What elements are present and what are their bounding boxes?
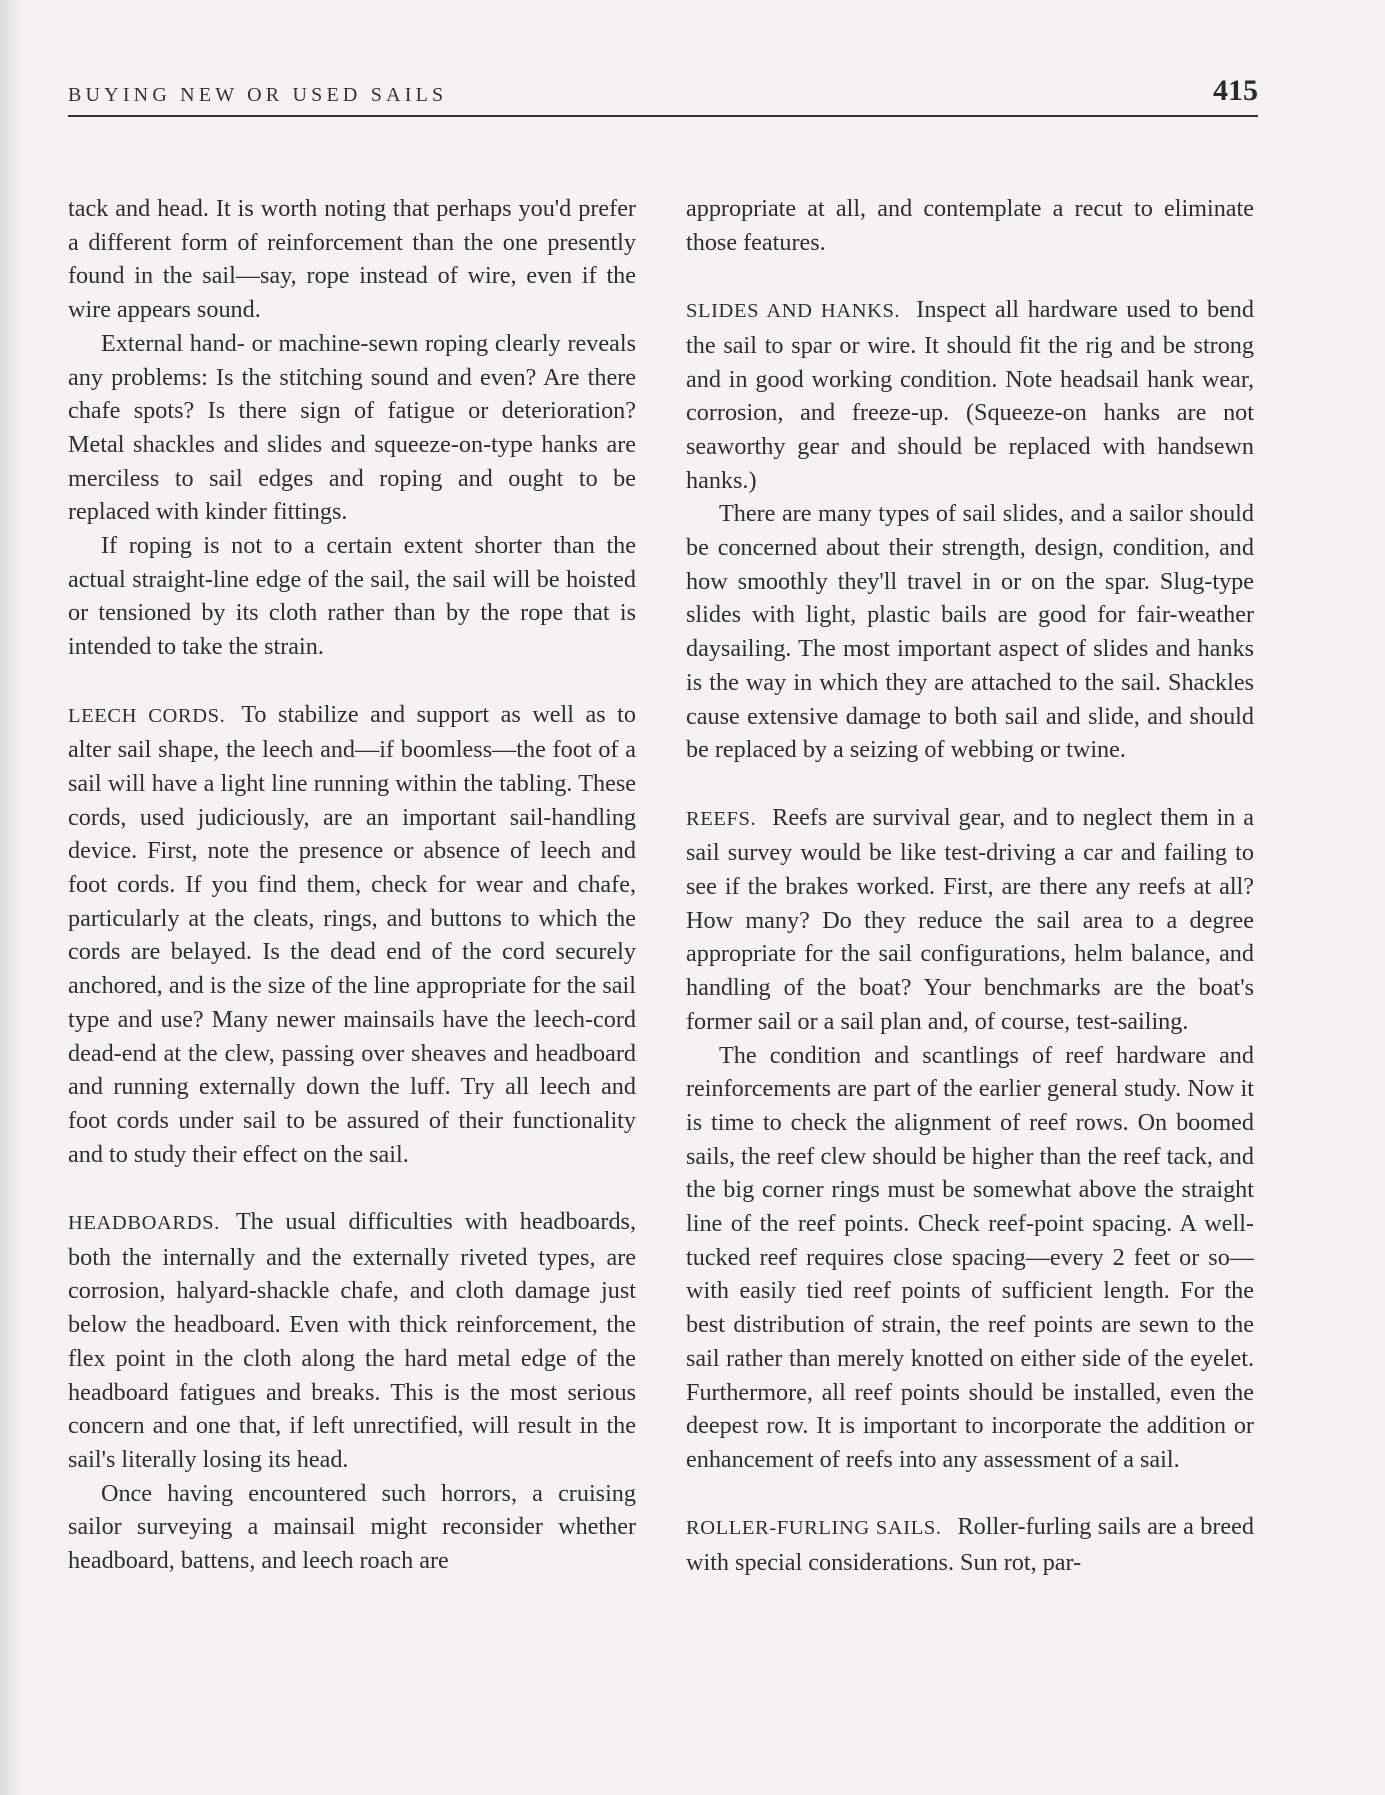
page-gutter-shadow [0, 0, 22, 1795]
section-roller-furling-sails [686, 1510, 1254, 1579]
section-leech-cords-text: To stabilize and support as well as to alter sail shape, the leech and—if boomless—the foot of a sail will have a light line running within the tabling. These cords, used judiciously, are an important sail-handling device. First, note the presence or absence of leech and foot cords. If you find them, check for wear and chafe, particularly at the cleats, rings, and buttons to which the cords are belayed. Is the dead end of the cord securely anchored, and is the size of the line appropriate for the sail type and use? Many newer mainsails have the leech-cord dead-end at the clew, passing over sheaves and headboard and running externally down the luff. Try all leech and foot cords under sail to be assured of their functionality and to study their effect on the sail. [68, 700, 636, 1168]
paragraph-roping: External hand- or machine-sewn roping clearly reveals any problems: Is the stitching sound and even? Are there chafe spots? Is there sign of fatigue or deterioration? Metal shackles and slides and squeeze-on-type hanks are merciless to sail edges and roping and ought to be replaced with kinder fittings. [68, 329, 636, 526]
section-reefs-text: Reefs are survival gear, and to neglect them in a sail survey would be like test-driving a car and failing to see if the brakes worked. First, are there any reefs at all? How many? Do they reduce the sail area to a degree appropriate for the sail configurations, helm balance, and handling of the boat? Your benchmarks are the boat's former sail or a sail plan and, of course, test-sailing. [686, 803, 1254, 1035]
right-column [686, 192, 1254, 1580]
paragraph-continuation-right: appropriate at all, and contemplate a recut to eliminate those features. [686, 195, 1254, 256]
section-headboards-text: The usual difficulties with headboards, both the internally and the externally riveted types, are corrosion, halyard-shackle chafe, and cloth damage just below the headboard. Even with thick reinforcement, the flex point in the cloth along the hard metal edge of the headboard fatigues and breaks. This is the most serious concern and one that, if left unrectified, will result in the sail's literally losing its head. [68, 1208, 636, 1473]
section-slides-and-hanks [686, 293, 1254, 497]
section-slides-and-hanks-text: Inspect all hardware used to bend the sail to spar or wire. It should fit the rig and be strong and in good working condition. Note headsail hank wear, corrosion, and freeze-up. (Squeeze-on hanks are not seaworthy gear and should be replaced with handsewn hanks.) [686, 296, 1254, 494]
paragraph-roping-length: If roping is not to a certain extent shorter than the actual straight-line edge of the sail, the sail will be hoisted or tensioned by its cloth rather than by the rope that is intended to take the strain. [68, 532, 636, 661]
run-in-heading-reefs: REEFS. [686, 807, 757, 830]
section-leech-cords [68, 698, 636, 1172]
run-in-heading-roller-furling: ROLLER-FURLING SAILS. [686, 1517, 942, 1540]
section-headboards [68, 1205, 636, 1477]
paragraph-reef-condition: The condition and scantlings of reef hardware and reinforcements are part of the earlier general study. Now it is time to check the alignment of reef rows. On boomed sails, the reef clew should be higher than the reef tack, and the big corner rings must be somewhat above the straight line of the reef points. Check reef-point spacing. A well-tucked reef requires close spacing—every 2 feet or so—with easily tied reef points of sufficient length. For the best distribution of strain, the reef points are sewn to the sail rather than merely knotted on either side of the eyelet. Furthermore, all reef points should be installed, even the deepest row. It is important to incorporate the addition or enhancement of reefs into any assessment of a sail. [686, 1041, 1254, 1473]
running-head-title: BUYING NEW OR USED SAILS [68, 84, 448, 106]
run-in-heading-leech-cords: LEECH CORDS. [68, 704, 226, 727]
running-head [68, 74, 1258, 118]
left-column [68, 192, 636, 1578]
header-rule [68, 115, 1258, 117]
run-in-heading-headboards: HEADBOARDS. [68, 1212, 220, 1235]
paragraph-once-having: Once having encountered such horrors, a cruising sailor surveying a mainsail might reconsider whether headboard, battens, and leech roach are [68, 1479, 636, 1575]
section-roller-furling-text: Roller-furling sails are a breed with special considerations. Sun rot, par- [686, 1513, 1254, 1577]
paragraph-slide-types: There are many types of sail slides, and a sailor should be concerned about their strength, design, condition, and how smoothly they'll travel in or on the spar. Slug-type slides with light, plastic bails are good for fair-weather daysailing. The most important aspect of slides and hanks is the way in which they are attached to the sail. Shackles cause extensive damage to both sail and slide, and should be replaced by a seizing of webbing or twine. [686, 500, 1254, 764]
paragraph-continuation: tack and head. It is worth noting that perhaps you'd prefer a different form of reinforcement than the one presently found in the sail—say, rope instead of wire, even if the wire appears sound. [68, 195, 636, 324]
section-reefs [686, 801, 1254, 1039]
run-in-heading-slides-and-hanks: SLIDES AND HANKS. [686, 300, 901, 323]
page-number: 415 [1213, 74, 1258, 107]
